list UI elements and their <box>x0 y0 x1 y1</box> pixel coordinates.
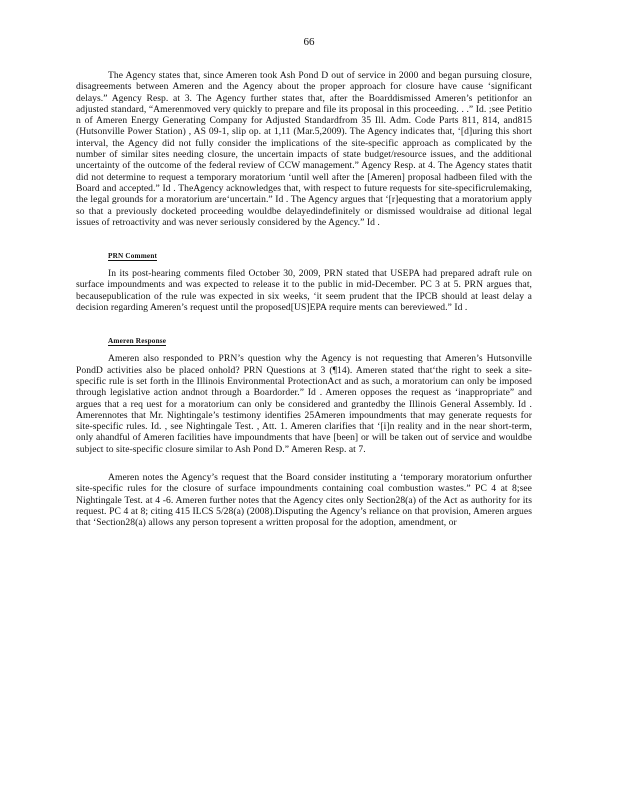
paragraph-agency-delays: The Agency states that, since Ameren took Ash Pond D out of service in 2000 and began pursuing closure, disagreements between Ameren and the Agency about the proper approach for closure have cause ‘significant delays.” Agency Resp. at 3. The Agency further states that, after the Boarddismissed Ameren’s petitionfor an adjusted standard, “Amerenmoved very quickly to prepare and file its proposal in this proceeding. . .” Id. ;see Petitio n of Ameren Energy Generating Company for Adjusted Standardfrom 35 Ill. Adm. Code Parts 811, 814, and815 (Hutsonville Power Station) , AS 09-1, slip op. at 1,11 (Mar.5,2009). The Agency indicates that, ‘[d]uring this short interval, the Agency did not fully consider the implications of the site-specific approach as complicated by the number of similar sites needing closure, the uncertain impacts of state budget/resource issues, and the additional uncertainty of the outcome of the federal review of CCW management.” Agency Resp. at 4. The Agency states thatit did not determine to request a temporary moratorium ‘until well after the [Ameren] proposal hadbeen filed with the Board and accepted.” Id . TheAgency acknowledges that, with respect to future requests for site-specificrulemaking, the legal grounds for a moratorium are‘uncertain.” Id . The Agency argues that ‘[r]equesting that a moratorium apply so that a previously docketed proceeding wouldbe delayedindefinitely or dismissed wouldraise ad ditional legal issues of retroactivity and was never seriously considered by the Agency.” Id . <box>76 70 532 228</box>
paragraph-prn-comments: In its post-hearing comments filed October 30, 2009, PRN stated that USEPA had prepared adraft rule on surface impoundments and was expected to release it to the public in mid-December. PC 3 at 5. PRN argues that, becausepublication of the rule was expected in six weeks, ‘it seem prudent that the IPCB should at least delay a decision regarding Ameren’s request until the proposed[US]EPA require ments can bereviewed.” Id . <box>76 268 532 314</box>
document-body <box>76 70 532 529</box>
paragraph-ameren-notes: Ameren notes the Agency’s request that the Board consider instituting a ‘temporary moratorium onfurther site-specific rules for the closure of surface impoundments containing coal combustion wastes.” PC 4 at 8;see Nightingale Test. at 4 -6. Ameren further notes that the Agency cites only Section28(a) of the Act as authority for its request. PC 4 at 8; citing 415 ILCS 5/28(a) (2008).Disputing the Agency’s reliance on that provision, Ameren argues that ‘Section28(a) allows any person topresent a written proposal for the adoption, amendment, or <box>76 472 532 529</box>
section-heading-ameren-response: Ameren Response <box>108 337 167 346</box>
paragraph-ameren-response: Ameren also responded to PRN’s question why the Agency is not requesting that Ameren’s Hutsonville PondD activities also be placed onhold? PRN Questions at 3 (¶14). Ameren stated that‘the right to seek a site- specific rule is set forth in the Illinois Environmental ProtectionAct and as such, a moratorium can only be imposed through legislative action andnot through a Boardorder.” Id . Ameren opposes the request as ‘inappropriate” and argues that a req uest for a moratorium can only be considered and grantedby the Illinois General Assembly. Id . Amerennotes that Mr. Nightingale’s testimony identifies 25Ameren impoundments that may generate requests for site-specific rules. Id. , see Nightingale Test. , Att. 1. Ameren clarifies that ‘[i]n reality and in the near short-term, only ahandful of Ameren facilities have impoundments that have [been] or will be taken out of service and wouldbe subject to site-specific closure similar to Ash Pond D.” Ameren Resp. at 7. <box>76 353 532 455</box>
section-heading-prn-comment: PRN Comment <box>108 252 158 261</box>
page-number: 66 <box>303 36 315 48</box>
